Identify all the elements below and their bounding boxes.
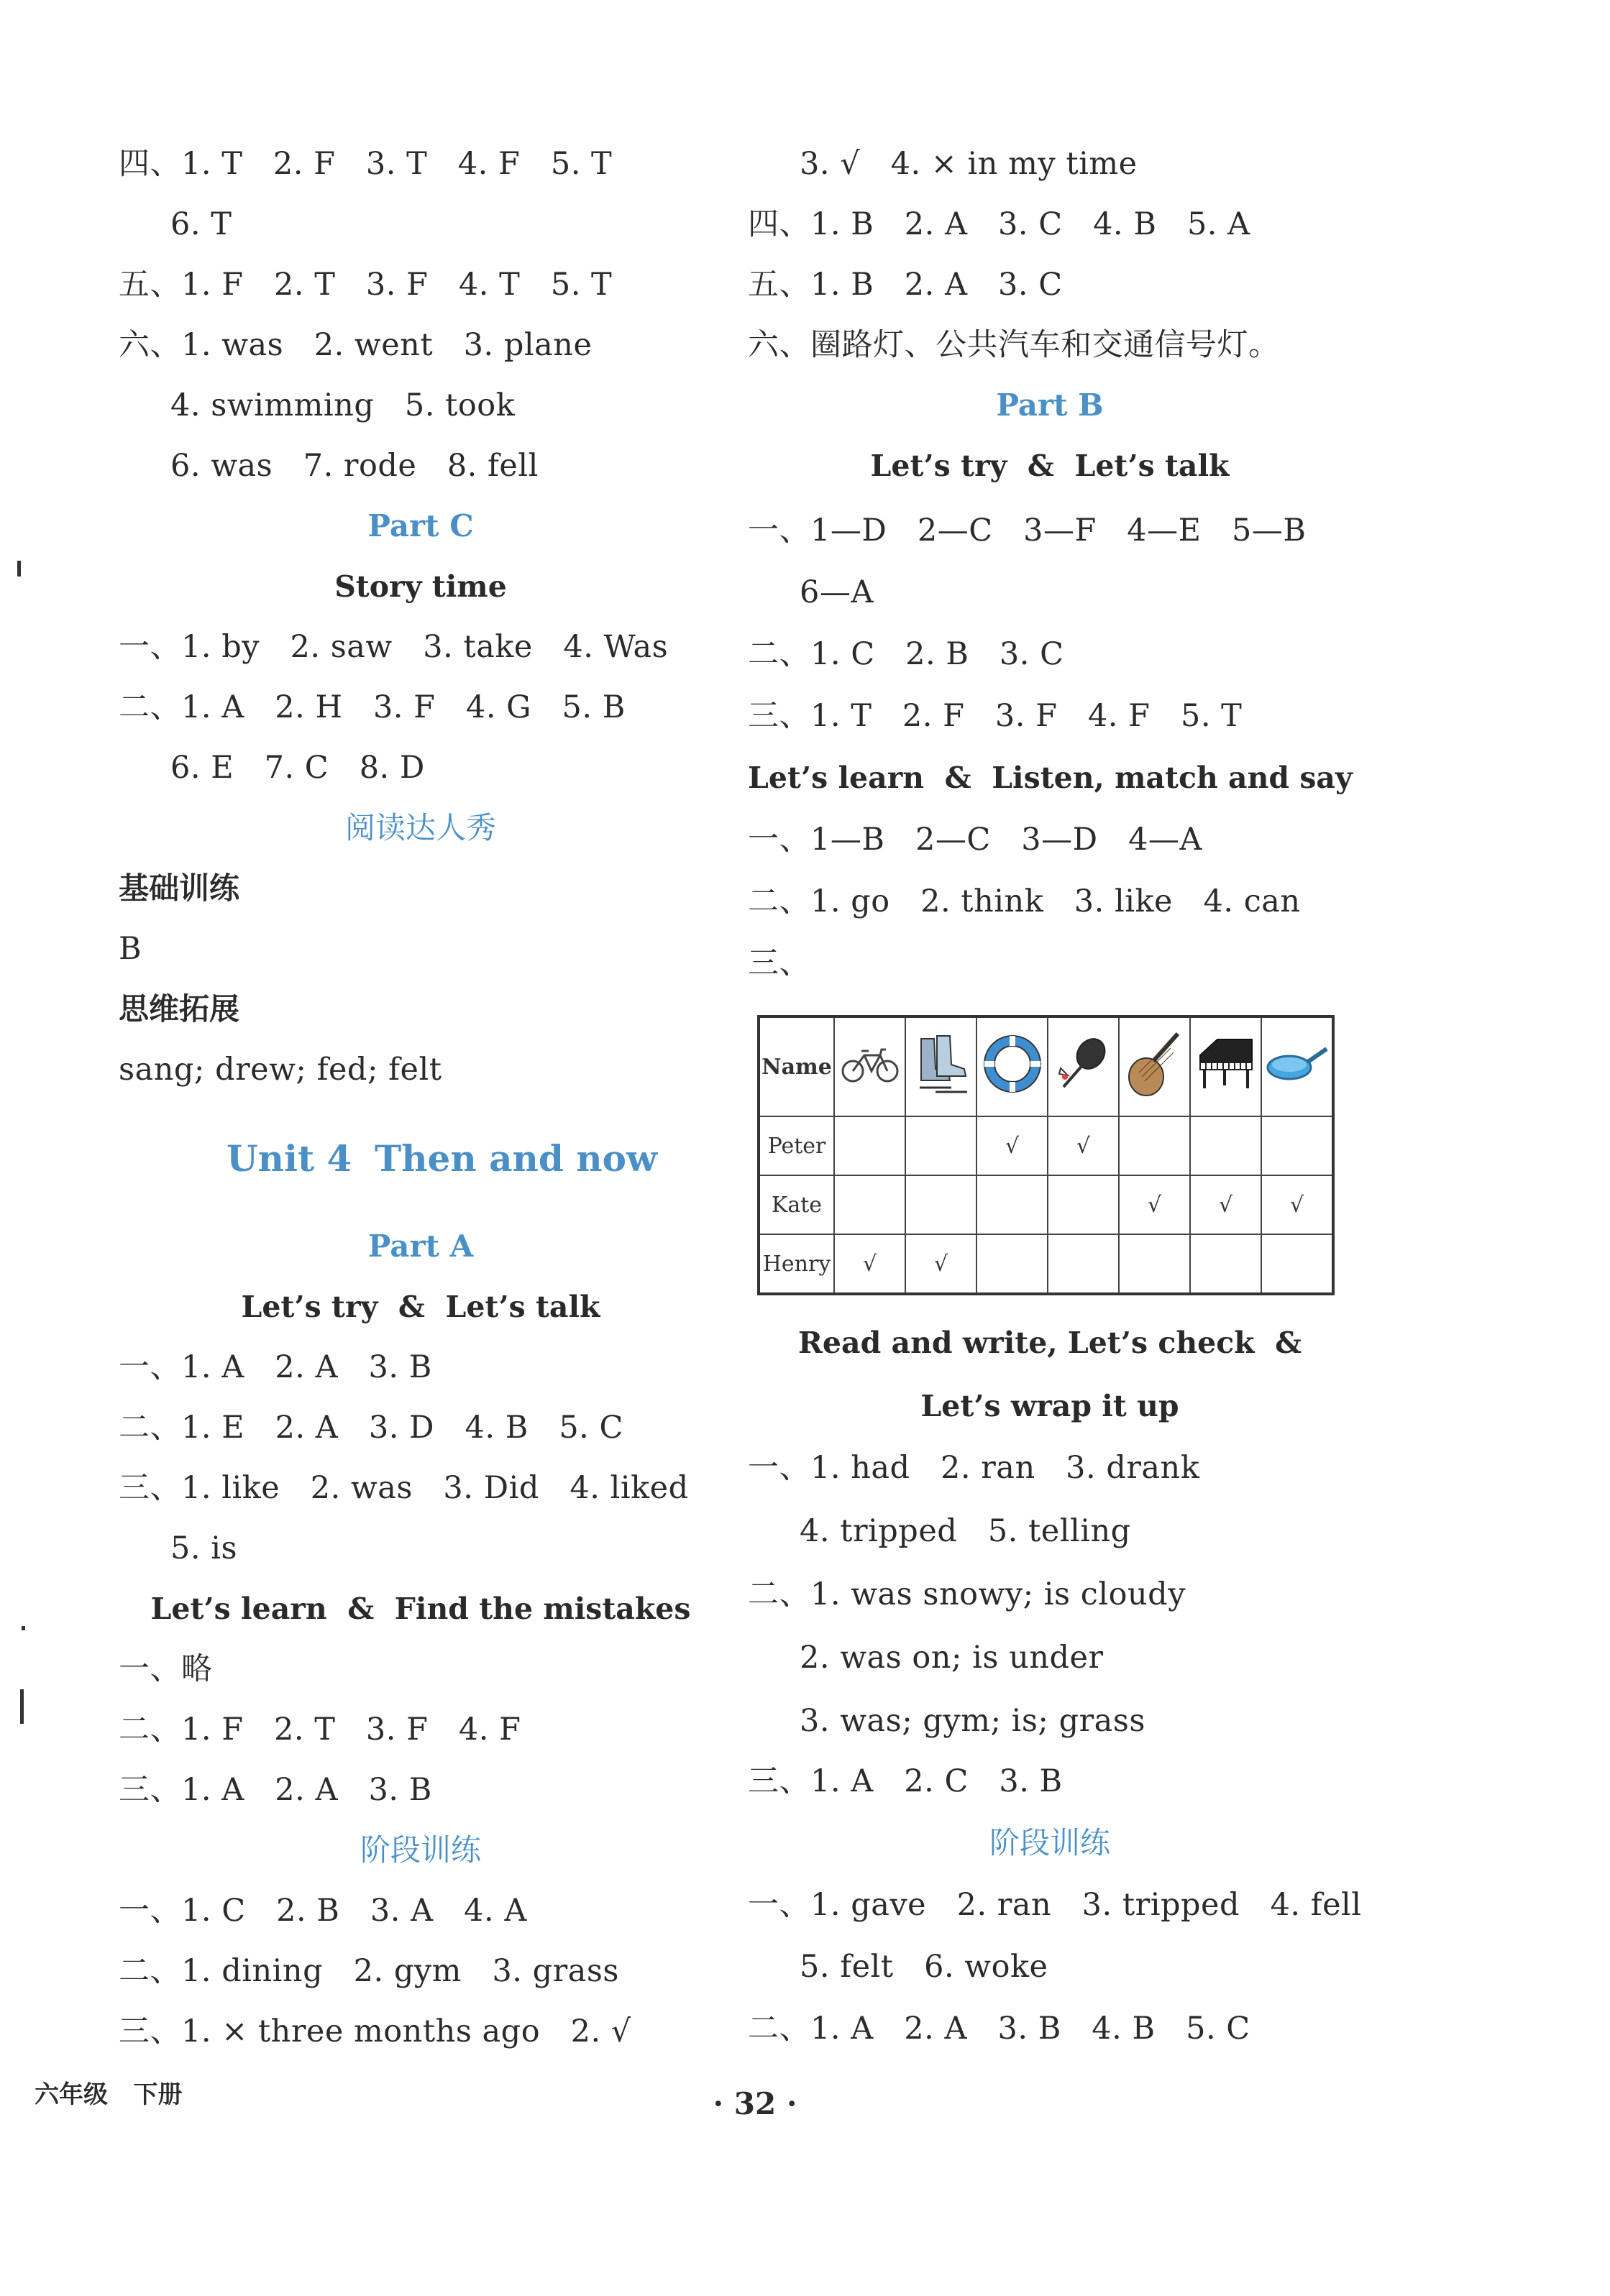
answer-line: 5. felt 6. woke <box>800 1949 1048 1985</box>
section-heading-reading: 阅读达人秀 <box>344 810 496 845</box>
answer-line: 二、1. was snowy; is cloudy <box>748 1576 1186 1612</box>
table-row <box>759 1234 1333 1294</box>
answer-line: 3. was; gym; is; grass <box>800 1703 1145 1739</box>
table-cell <box>1119 1234 1190 1294</box>
answer-line: 六、1. was 2. went 3. plane <box>119 327 593 363</box>
answer-line: 一、1. A 2. A 3. B <box>119 1349 432 1385</box>
answer-line: 三、1. A 2. C 3. B <box>748 1763 1063 1799</box>
unit-label: Unit 4 <box>227 1137 352 1180</box>
answer-line: 二、1. dining 2. gym 3. grass <box>119 1953 619 1989</box>
answer-line: 二、1. E 2. A 3. D 4. B 5. C <box>119 1410 623 1446</box>
answer-line: 五、1. B 2. A 3. C <box>748 267 1063 303</box>
answer-line: 一、1—B 2—C 3—D 4—A <box>748 822 1202 858</box>
answer-line: 6—A <box>800 574 874 610</box>
subsection-heading: Story time <box>334 569 507 604</box>
answer-line: 三、1. A 2. A 3. B <box>119 1772 432 1808</box>
answer-line: 四、1. T 2. F 3. T 4. F 5. T <box>119 146 613 182</box>
answer-line: 三、 <box>748 945 810 981</box>
answer-line: 一、1. had 2. ran 3. drank <box>748 1450 1200 1486</box>
subsection-heading: Read and write, Let’s check & <box>797 1326 1302 1360</box>
answer-line: 4. tripped 5. telling <box>800 1513 1131 1549</box>
answer-line: 一、1. C 2. B 3. A 4. A <box>119 1893 527 1929</box>
answer-line: sang; drew; fed; felt <box>119 1052 442 1088</box>
answer-line: 六、圈路灯、公共汽车和交通信号灯。 <box>748 327 1280 363</box>
subsection-heading: Let’s wrap it up <box>920 1389 1179 1423</box>
answer-line: 五、1. F 2. T 3. F 4. T 5. T <box>119 267 613 303</box>
subsection-heading: 思维拓展 <box>119 991 240 1027</box>
answer-line: 一、1. by 2. saw 3. take 4. Was <box>119 629 669 665</box>
ice-skates-icon <box>905 1016 976 1116</box>
section-heading-stage: 阶段训练 <box>989 1825 1110 1860</box>
grade-label: 六年级 下册 <box>35 2080 183 2109</box>
answer-line: 二、1. A 2. A 3. B 4. B 5. C <box>748 2011 1250 2047</box>
table-cell <box>1048 1175 1119 1234</box>
table-cell: √ <box>1261 1175 1333 1234</box>
subsection-heading: Let’s try & Let’s talk <box>870 449 1230 483</box>
badminton-icon <box>1048 1016 1119 1116</box>
table-header-name: Name <box>759 1016 834 1116</box>
row-name: Peter <box>759 1116 834 1175</box>
section-heading-part-b: Part B <box>996 387 1104 423</box>
answer-line: 四、1. B 2. A 3. C 4. B 5. A <box>748 206 1250 242</box>
subsection-heading: Let’s learn & Listen, match and say <box>748 761 1353 795</box>
table-cell <box>905 1175 976 1234</box>
table-row <box>759 1116 1333 1175</box>
table-cell <box>1048 1234 1119 1294</box>
page-number: · 32 · <box>713 2086 797 2121</box>
table-cell <box>1119 1116 1190 1175</box>
bicycle-icon <box>834 1016 905 1116</box>
table-cell: √ <box>1190 1175 1261 1234</box>
table-cell: √ <box>1048 1116 1119 1175</box>
subsection-heading: 基础训练 <box>119 871 240 906</box>
table-cell <box>1190 1116 1261 1175</box>
piano-icon <box>1190 1016 1261 1116</box>
answer-line: 二、1. go 2. think 3. like 4. can <box>748 883 1301 919</box>
table-cell <box>1190 1234 1261 1294</box>
answer-line: 6. T <box>170 206 232 242</box>
scan-mark <box>17 561 21 577</box>
subsection-heading: Let’s try & Let’s talk <box>241 1290 600 1324</box>
table-cell <box>905 1116 976 1175</box>
table-cell: √ <box>1119 1175 1190 1234</box>
table-cell: √ <box>905 1234 976 1294</box>
answer-line: 三、1. T 2. F 3. F 4. F 5. T <box>748 698 1243 734</box>
activity-table <box>757 1015 1335 1295</box>
swim-ring-icon <box>976 1016 1048 1116</box>
answer-line: 二、1. F 2. T 3. F 4. F <box>119 1712 521 1748</box>
frying-pan-icon <box>1261 1016 1333 1116</box>
answer-line: 一、1—D 2—C 3—F 4—E 5—B <box>748 513 1307 548</box>
answer-line: 二、1. A 2. H 3. F 4. G 5. B <box>119 689 626 725</box>
section-heading-part-a: Part A <box>367 1229 474 1264</box>
table-cell <box>976 1175 1048 1234</box>
answer-line: 6. was 7. rode 8. fell <box>170 448 539 484</box>
table-row <box>759 1175 1333 1234</box>
left-column <box>119 0 751 2070</box>
answer-line: 二、1. C 2. B 3. C <box>748 636 1064 672</box>
answer-line: 三、1. like 2. was 3. Did 4. liked <box>119 1470 689 1506</box>
unit-name: Then and now <box>375 1137 657 1180</box>
table-header-row <box>759 1016 1333 1116</box>
table-cell <box>834 1175 905 1234</box>
answer-line: 一、1. gave 2. ran 3. tripped 4. fell <box>748 1887 1362 1923</box>
answer-line: 三、1. × three months ago 2. √ <box>119 2013 631 2049</box>
pipa-icon <box>1119 1016 1190 1116</box>
table-cell <box>1261 1116 1333 1175</box>
answer-line: 4. swimming 5. took <box>170 387 516 423</box>
answer-line: 一、略 <box>119 1651 213 1687</box>
subsection-heading: Let’s learn & Find the mistakes <box>150 1592 691 1626</box>
table-cell <box>1261 1234 1333 1294</box>
section-heading-part-c: Part C <box>367 508 474 543</box>
answer-line: 6. E 7. C 8. D <box>170 750 425 786</box>
table-cell: √ <box>976 1116 1048 1175</box>
table-cell <box>834 1116 905 1175</box>
answer-line: 2. was on; is under <box>800 1640 1104 1676</box>
scan-mark <box>20 1689 24 1724</box>
section-heading-stage: 阶段训练 <box>360 1832 481 1868</box>
answer-line: 5. is <box>170 1530 238 1566</box>
answer-line: B <box>119 931 142 967</box>
row-name: Henry <box>759 1234 834 1294</box>
row-name: Kate <box>759 1175 834 1234</box>
table-cell: √ <box>834 1234 905 1294</box>
answer-line: 3. √ 4. × in my time <box>800 146 1138 182</box>
table-cell <box>976 1234 1048 1294</box>
right-column <box>748 0 1381 2070</box>
scan-mark <box>22 1626 25 1630</box>
